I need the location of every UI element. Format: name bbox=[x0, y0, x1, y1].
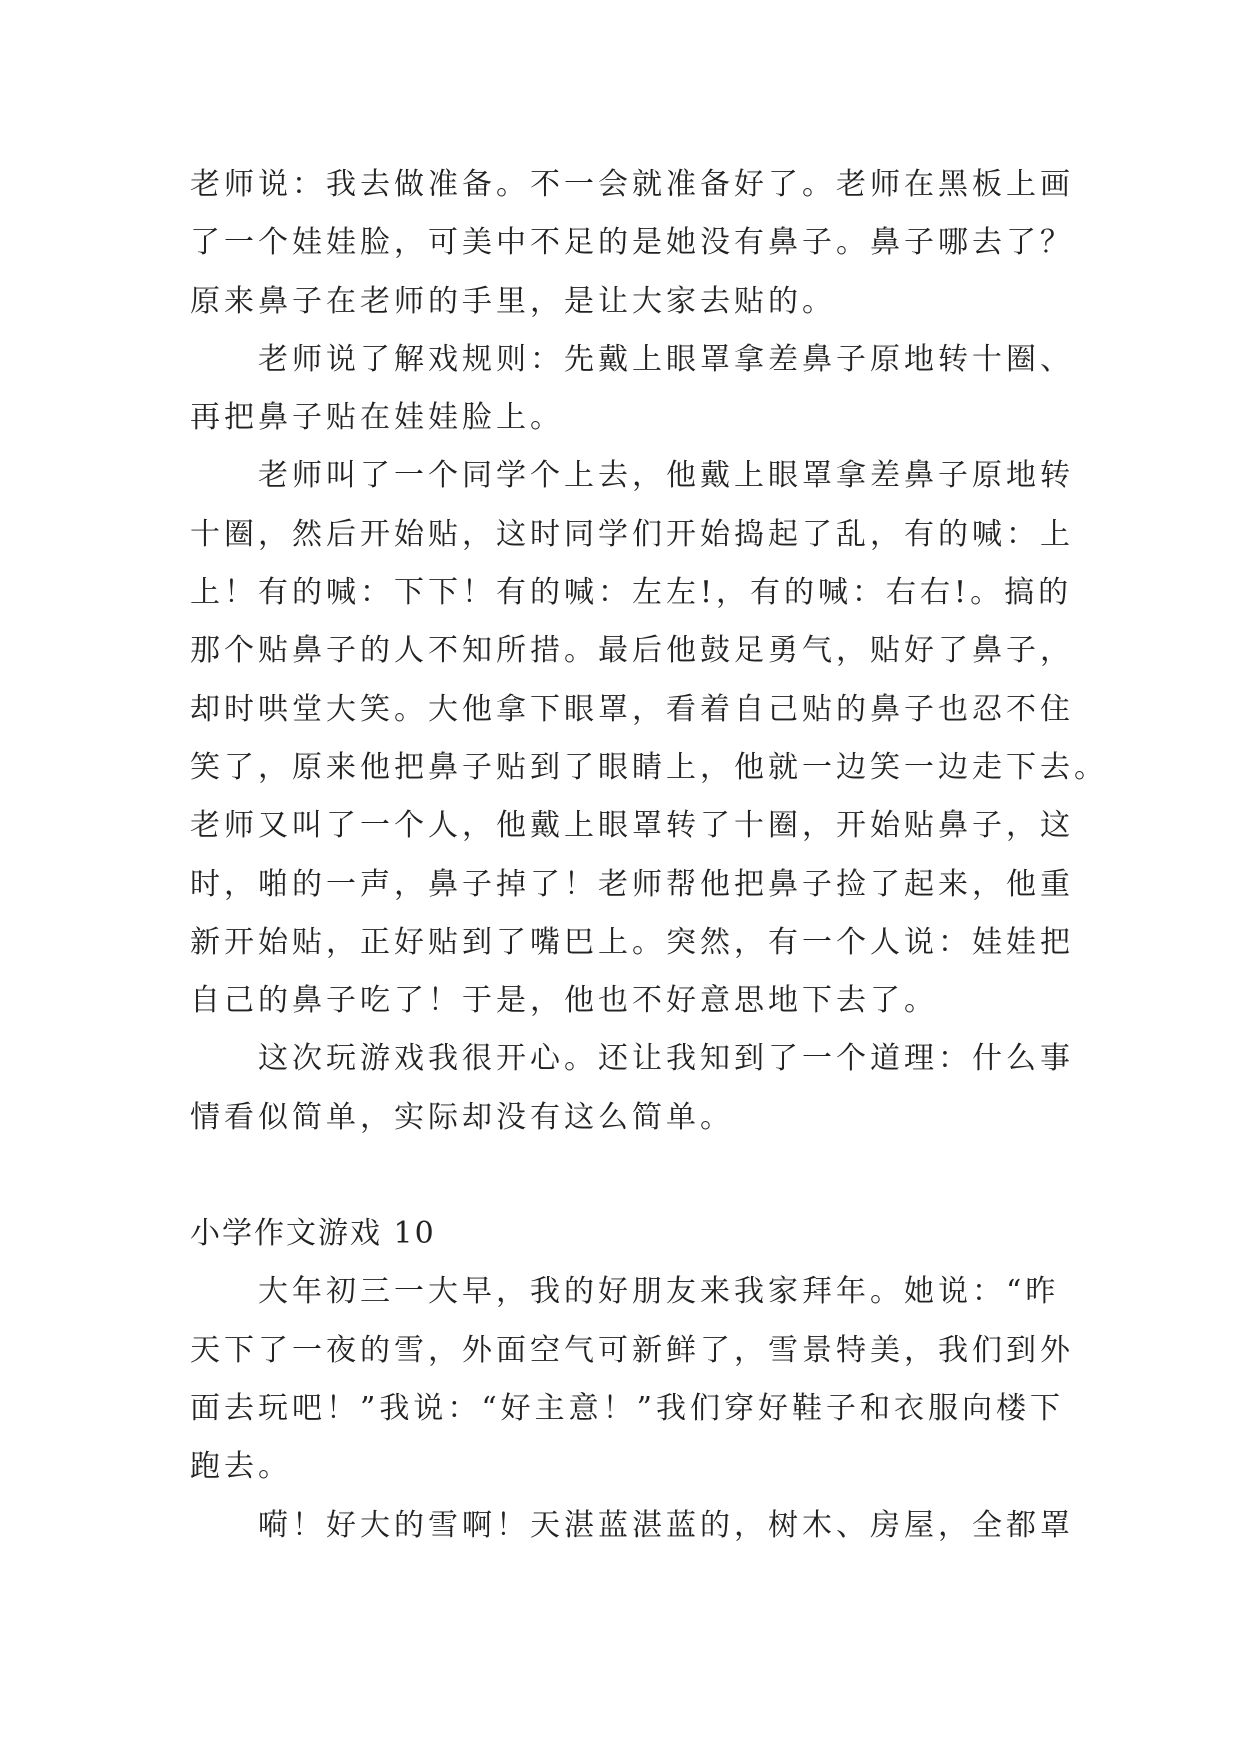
text-line: 再把鼻子贴在娃娃脸上。 bbox=[190, 400, 564, 436]
paragraph-1 bbox=[190, 156, 1074, 331]
text-line: 大年初三一大早，我的好朋友来我家拜年。她说：“昨 bbox=[258, 1274, 1060, 1310]
text-line: 了一个娃娃脸，可美中不足的是她没有鼻子。鼻子哪去了？ bbox=[190, 225, 1074, 261]
text-line: 那个贴鼻子的人不知所措。最后他鼓足勇气，贴好了鼻子， bbox=[190, 633, 1074, 669]
text-line: 跑去。 bbox=[190, 1449, 292, 1485]
paragraph-4 bbox=[190, 1030, 1074, 1147]
text-line: 笑了，原来他把鼻子贴到了眼睛上，他就一边笑一边走下去。 bbox=[190, 749, 1108, 785]
text-line: 自己的鼻子吃了！于是，他也不好意思地下去了。 bbox=[190, 983, 938, 1019]
text-line: 上！有的喊：下下！有的喊：左左!，有的喊：右右!。搞的 bbox=[190, 575, 1073, 611]
text-line: 老师说了解戏规则：先戴上眼罩拿差鼻子原地转十圈、 bbox=[258, 341, 1074, 377]
text-line: 新开始贴，正好贴到了嘴巴上。突然，有一个人说：娃娃把 bbox=[190, 924, 1074, 960]
text-line: 老师叫了一个同学个上去，他戴上眼罩拿差鼻子原地转 bbox=[258, 458, 1074, 494]
section-title: 小学作文游戏 10 bbox=[190, 1216, 436, 1252]
text-line: 时，啪的一声，鼻子掉了！老师帮他把鼻子捡了起来，他重 bbox=[190, 866, 1074, 902]
section-paragraph-1 bbox=[190, 1263, 1074, 1496]
text-line: 嗬！好大的雪啊！天湛蓝湛蓝的，树木、房屋，全都罩 bbox=[258, 1507, 1074, 1543]
paragraph-3 bbox=[190, 447, 1108, 1030]
paragraph-2 bbox=[190, 331, 1074, 448]
text-line: 面去玩吧！”我说：“好主意！”我们穿好鞋子和衣服向楼下 bbox=[190, 1390, 1065, 1426]
text-line: 十圈，然后开始贴，这时同学们开始捣起了乱，有的喊：上 bbox=[190, 516, 1074, 552]
text-line: 情看似简单，实际却没有这么简单。 bbox=[190, 1099, 734, 1135]
text-line: 天下了一夜的雪，外面空气可新鲜了，雪景特美，我们到外 bbox=[190, 1332, 1074, 1368]
section-paragraph-2 bbox=[190, 1497, 1074, 1555]
document-body bbox=[190, 156, 1108, 1555]
text-line: 却时哄堂大笑。大他拿下眼罩，看着自己贴的鼻子也忍不住 bbox=[190, 691, 1074, 727]
text-line: 老师又叫了一个人，他戴上眼罩转了十圈，开始贴鼻子，这 bbox=[190, 808, 1074, 844]
text-line: 这次玩游戏我很开心。还让我知到了一个道理：什么事 bbox=[258, 1041, 1074, 1077]
text-line: 老师说：我去做准备。不一会就准备好了。老师在黑板上画 bbox=[190, 167, 1074, 202]
text-line: 原来鼻子在老师的手里，是让大家去贴的。 bbox=[190, 283, 836, 319]
